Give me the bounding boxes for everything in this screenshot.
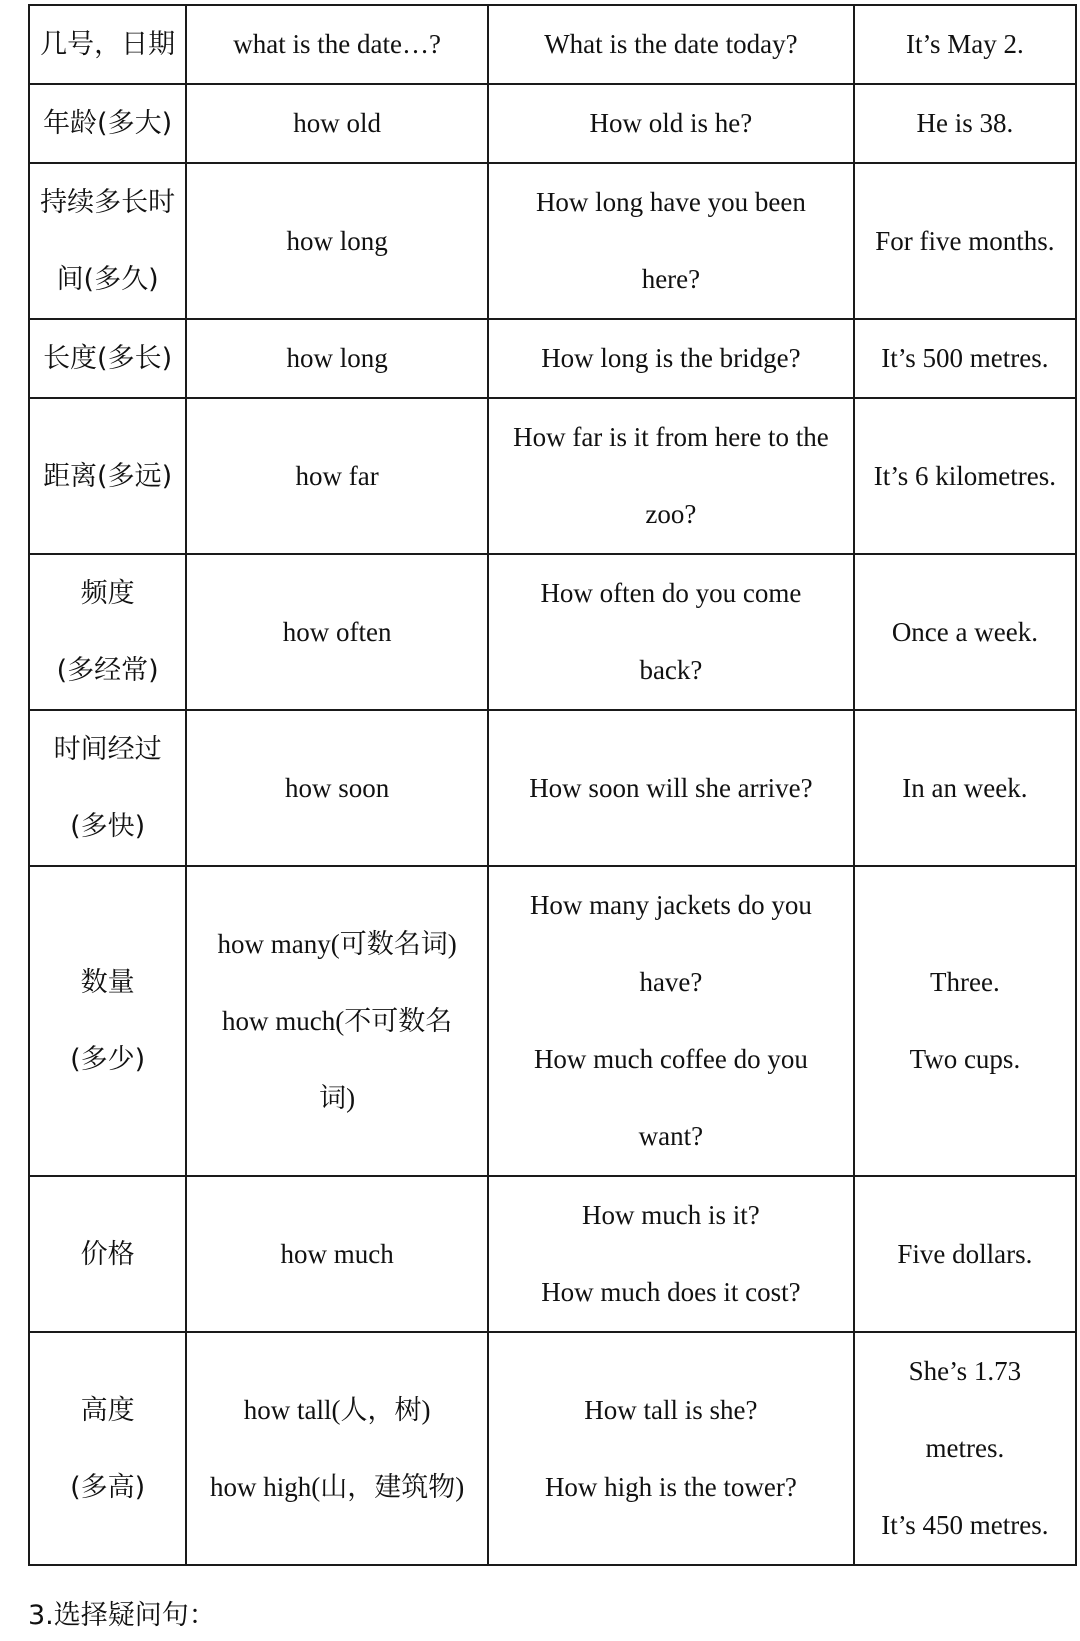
cell-question [488,5,854,84]
cell-question [488,398,854,554]
cell-word [186,5,488,84]
cell-line: back? [639,655,703,685]
cell-word [186,1332,488,1565]
cell-line: how many(可数名词) [217,928,457,959]
cell-line: What is the date today? [544,29,798,59]
table-row [29,163,1076,319]
cell-line: here? [641,264,701,294]
cell-line: how much [280,1238,394,1269]
cell-line: how much(不可数名 [222,1005,453,1036]
cell-line: metres. [925,1433,1005,1463]
cell-line: How soon will she arrive? [529,772,813,803]
table-row [29,866,1076,1176]
cell-line: 时间经过 [53,734,162,765]
cell-answer [854,319,1076,398]
cell-line: How much coffee do you [533,1044,808,1074]
cell-line: how long [286,343,388,373]
table-row [29,319,1076,398]
cell-line: how often [282,616,392,647]
cell-word [186,710,488,866]
cell-question [488,319,854,398]
table-row [29,398,1076,554]
cell-line: It’s 6 kilometres. [873,460,1057,491]
cell-meaning [29,1332,186,1565]
cell-question [488,866,854,1176]
cell-line: How high is the tower? [544,1471,797,1502]
table-row [29,5,1076,84]
cell-word [186,84,488,163]
table-row [29,1176,1076,1332]
cell-question [488,163,854,319]
cell-line: how old [293,108,381,138]
cell-answer [854,84,1076,163]
table-row [29,1332,1076,1565]
cell-meaning [29,5,186,84]
cell-line: How much does it cost? [541,1277,801,1307]
table-body [29,5,1076,1565]
cell-line: She’s 1.73 [908,1356,1022,1386]
cell-line: how tall(人，树) [243,1394,431,1425]
cell-line: 词) [319,1082,356,1113]
cell-line: For five months. [875,225,1055,256]
cell-meaning [29,163,186,319]
cell-answer [854,1176,1076,1332]
cell-line: (多快) [70,811,146,842]
cell-question [488,84,854,163]
cell-line: have? [639,967,703,997]
cell-line: It’s 500 metres. [881,343,1049,373]
cell-meaning [29,84,186,163]
cell-line: How much is it? [582,1200,760,1230]
section-heading: 3.选择疑问句： [28,1600,216,1631]
cell-line: (多高) [70,1471,146,1503]
cell-meaning [29,554,186,710]
cell-word [186,866,488,1176]
cell-word [186,398,488,554]
cell-line: how soon [284,772,390,803]
cell-line: How old is he? [589,108,753,138]
cell-line: what is the date…? [233,29,441,59]
cell-meaning [29,710,186,866]
cell-line: It’s May 2. [906,29,1024,59]
table-row [29,554,1076,710]
table-row [29,84,1076,163]
cell-question [488,1332,854,1565]
cell-answer [854,1332,1076,1565]
cell-line: how far [295,460,379,491]
cell-line: How long is the bridge? [541,343,801,373]
cell-line: How far is it from here to the [513,422,829,452]
cell-meaning [29,866,186,1176]
cell-line: How many jackets do you [529,890,812,920]
cell-line: 几号，日期 [40,29,176,60]
cell-word [186,1176,488,1332]
cell-question [488,554,854,710]
cell-line: (多经常) [56,655,159,686]
cell-line: want? [638,1121,704,1151]
cell-line: It’s 450 metres. [881,1510,1049,1540]
how-question-table [28,4,1077,1566]
cell-answer [854,398,1076,554]
cell-line: 频度 [80,578,135,609]
cell-line: 间(多久) [56,264,159,295]
cell-line: Three. [930,967,1000,997]
cell-line: 长度(多长) [43,343,173,374]
table-row [29,710,1076,866]
cell-word [186,163,488,319]
cell-answer [854,554,1076,710]
cell-meaning [29,319,186,398]
cell-question [488,710,854,866]
cell-line: 年龄(多大) [43,108,173,139]
cell-line: He is 38. [916,108,1014,138]
cell-word [186,554,488,710]
cell-line: 持续多长时 [40,187,176,218]
cell-question [488,1176,854,1332]
cell-line: Two cups. [909,1044,1021,1074]
cell-line: 数量 [80,967,135,998]
cell-line: In an week. [902,772,1028,803]
cell-answer [854,163,1076,319]
cell-word [186,319,488,398]
cell-line: Five dollars. [897,1238,1033,1269]
cell-answer [854,710,1076,866]
cell-line: 距离(多远) [43,460,173,492]
cell-line: zoo? [645,499,697,529]
cell-line: 价格 [80,1238,135,1270]
cell-meaning [29,398,186,554]
cell-line: (多少) [70,1044,146,1075]
cell-line: How tall is she? [584,1394,758,1425]
cell-line: how high(山，建筑物) [210,1471,465,1502]
cell-answer [854,5,1076,84]
cell-line: 高度 [80,1394,135,1426]
cell-line: how long [286,225,388,256]
cell-meaning [29,1176,186,1332]
cell-answer [854,866,1076,1176]
cell-line: Once a week. [891,616,1038,647]
cell-line: How often do you come [540,578,802,608]
cell-line: How long have you been [535,187,806,217]
